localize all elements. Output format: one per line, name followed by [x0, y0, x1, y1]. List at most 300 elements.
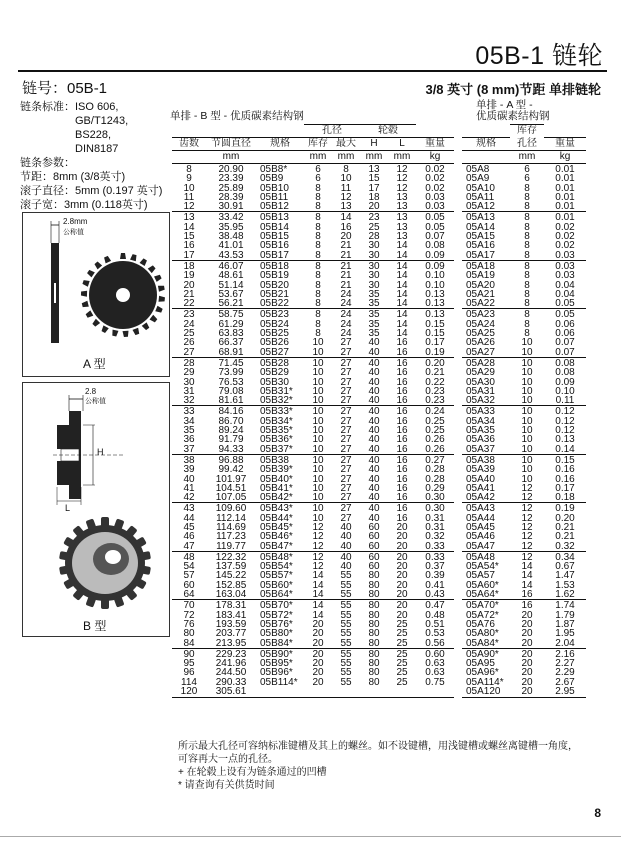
cell-a-bore: 20 [510, 687, 544, 698]
type-b-caption: 单排 - B 型 - 优质碳素结构钢 [170, 110, 304, 122]
cell-a-model: 05A30 [466, 376, 495, 388]
cell-hub-h: 80 [368, 570, 380, 582]
cell-a-weight: 1.74 [544, 600, 586, 611]
cell-weight: 0.19 [425, 346, 445, 358]
cell-pitch-dia: 51.14 [218, 279, 244, 291]
type-a-caption [476, 100, 550, 122]
cell-pitch-dia: 35.95 [218, 221, 244, 233]
cell-pitch-dia: 30.91 [218, 201, 244, 213]
cell-pitch-dia: 48.61 [218, 270, 244, 282]
unit-mm-3: mm [332, 151, 360, 164]
cell-hub-h: 80 [368, 676, 380, 688]
cell-hub-h: 30 [368, 279, 380, 291]
cell-max-bore: 8 [332, 164, 360, 175]
cell-pitch-dia: 41.01 [218, 240, 244, 252]
table-row [172, 639, 586, 649]
cell-a-model: 05A35 [466, 425, 495, 437]
cell-max-bore: 21 [340, 249, 352, 261]
cell-a-weight: 0.01 [555, 191, 575, 203]
cell-hub-h: 30 [368, 270, 380, 282]
cell-hub-h: 40 [360, 357, 388, 368]
cell-a-bore: 12 [521, 531, 533, 543]
cell-weight: 0.15 [425, 328, 445, 340]
std-label: 链条标准： [20, 101, 75, 113]
cell-a-model: 05A72* [466, 609, 499, 621]
cell-max-bore: 40 [332, 551, 360, 562]
column-gap [454, 454, 462, 465]
column-gap [454, 639, 462, 649]
cell-teeth: 84 [183, 637, 195, 649]
type-a-caption-1: 单排 - A 型 - [476, 99, 533, 111]
cell-teeth: 80 [183, 628, 195, 640]
cell-stock-bore: 12 [312, 561, 324, 573]
cell-a-model: 05A38 [462, 454, 510, 465]
unit-kg-1: kg [416, 151, 454, 164]
cell-teeth: 41 [183, 482, 195, 494]
cell-hub-l: 13 [396, 191, 408, 203]
cell-hub-h: 20 [368, 201, 380, 213]
cell-hub-l: 16 [388, 406, 416, 417]
chain-number: 链号：05B-1 [22, 80, 108, 97]
cell-max-bore: 20 [340, 231, 352, 243]
cell-model [256, 687, 304, 698]
cell-a-model: 05A17 [466, 249, 495, 261]
cell-a-weight: 0.21 [555, 531, 575, 543]
table-row [172, 590, 586, 600]
column-gap [454, 503, 462, 514]
cell-a-weight: 0.19 [544, 503, 586, 514]
cell-weight: 0.27 [416, 454, 454, 465]
cell-weight: 0.03 [425, 191, 445, 203]
cell-stock-bore: 8 [304, 260, 332, 271]
column-gap [454, 309, 462, 320]
cell-pitch-dia: 58.75 [206, 309, 256, 320]
type-b-l-label: L [65, 503, 71, 513]
cell-a-model: 05A10 [466, 182, 495, 194]
cell-teeth: 37 [183, 443, 195, 455]
page-subtitle: 3/8 英寸 (8 mm)节距 单排链轮 [425, 82, 601, 97]
table-row [172, 299, 586, 309]
roller-width: 滚子宽：3mm (0.118英寸) [20, 199, 148, 211]
cell-model: 05B18 [256, 260, 304, 271]
cell-a-model: 05A57 [466, 570, 495, 582]
cell-a-bore: 10 [521, 415, 533, 427]
cell-teeth: 32 [183, 395, 195, 407]
cell-max-bore: 55 [340, 628, 352, 640]
cell-model: 05B34* [260, 415, 293, 427]
cell-hub-l: 25 [396, 628, 408, 640]
cell-a-weight: 1.87 [555, 618, 575, 630]
column-gap [454, 223, 462, 232]
cell-model: 05B15 [260, 231, 289, 243]
page-title: 05B-1 链轮 [475, 42, 603, 70]
cell-stock-bore: 8 [315, 231, 321, 243]
column-gap [454, 368, 462, 377]
cell-max-bore: 27 [340, 464, 352, 476]
cell-model: 05B70* [256, 600, 304, 611]
cell-a-model: 05A39 [466, 464, 495, 476]
cell-hub-h: 40 [368, 512, 380, 524]
cell-pitch-dia: 122.32 [206, 551, 256, 562]
cell-a-bore: 10 [521, 337, 533, 349]
cell-teeth: 72 [183, 609, 195, 621]
cell-hub-l: 20 [396, 570, 408, 582]
cell-a-bore: 8 [524, 270, 530, 282]
column-gap [454, 523, 462, 532]
cell-hub-h: 60 [368, 531, 380, 543]
cell-model: 05B16 [260, 240, 289, 252]
table-row [172, 445, 586, 455]
cell-hub-l: 12 [388, 164, 416, 175]
cell-a-bore: 12 [510, 503, 544, 514]
cell-pitch-dia: 38.48 [218, 231, 244, 243]
cell-hub-l: 16 [388, 454, 416, 465]
column-gap [454, 514, 462, 523]
cell-hub-h: 40 [368, 482, 380, 494]
cell-stock-bore: 20 [312, 637, 324, 649]
column-gap [454, 475, 462, 484]
cell-max-bore: 55 [340, 667, 352, 679]
cell-max-bore: 40 [340, 540, 352, 552]
cell-a-model: 05A20 [466, 279, 495, 291]
cell-a-bore: 6 [524, 173, 530, 185]
cell-stock-bore: 10 [312, 443, 324, 455]
cell-pitch-dia: 89.24 [218, 425, 244, 437]
cell-hub-l: 13 [396, 201, 408, 213]
cell-max-bore: 27 [340, 385, 352, 397]
cell-stock-bore: 20 [312, 676, 324, 688]
cell-pitch-dia: 79.08 [218, 385, 244, 397]
cell-teeth: 36 [183, 434, 195, 446]
cell-a-bore: 10 [521, 425, 533, 437]
column-gap [454, 600, 462, 611]
cell-a-bore: 8 [524, 249, 530, 261]
cell-a-bore: 14 [521, 570, 533, 582]
cell-model: 05B38 [256, 454, 304, 465]
cell-hub-l: 25 [388, 648, 416, 659]
cell-hub-l: 20 [396, 561, 408, 573]
cell-hub-h: 40 [368, 464, 380, 476]
column-gap [454, 551, 462, 562]
cell-hub-h: 18 [368, 191, 380, 203]
cell-a-weight: 0.06 [555, 328, 575, 340]
cell-teeth: 10 [183, 182, 195, 194]
cell-a-bore: 8 [524, 298, 530, 310]
cell-hub-l: 16 [396, 415, 408, 427]
cell-model: 05B84* [260, 637, 293, 649]
cell-a-bore: 10 [521, 346, 533, 358]
cell-stock-bore: 8 [315, 270, 321, 282]
cell-a-model: 05A12 [466, 201, 495, 213]
cell-max-bore: 27 [340, 337, 352, 349]
cell-a-weight: 0.16 [555, 464, 575, 476]
cell-a-weight: 0.05 [544, 309, 586, 320]
cell-stock-bore: 6 [304, 164, 332, 175]
cell-model: 05B25 [260, 328, 289, 340]
column-gap [454, 212, 462, 223]
cell-pitch-dia: 99.42 [218, 464, 244, 476]
table-row [172, 542, 586, 552]
cell-stock-bore: 8 [315, 318, 321, 330]
cell-a-weight: 0.02 [555, 231, 575, 243]
cell-hub-l: 20 [396, 540, 408, 552]
cell-weight: 0.33 [416, 551, 454, 562]
cell-hub-h: 80 [368, 589, 380, 601]
cell-hub-l: 16 [388, 503, 416, 514]
cell-model: 05B54* [260, 561, 293, 573]
cell-hub-h: 35 [368, 288, 380, 300]
cell-hub-h: 60 [368, 561, 380, 573]
cell-a-weight: 0.03 [555, 270, 575, 282]
cell-hub-h: 40 [368, 473, 380, 485]
bore-header: 孔径 [304, 125, 360, 138]
cell-a-bore: 12 [510, 551, 544, 562]
cell-a-bore: 10 [521, 385, 533, 397]
cell-max-bore: 27 [340, 482, 352, 494]
cell-a-weight: 0.13 [555, 434, 575, 446]
cell-hub-l [388, 687, 416, 698]
cell-hub-h: 60 [368, 521, 380, 533]
cell-hub-l: 13 [396, 221, 408, 233]
cell-stock-bore: 10 [312, 395, 324, 407]
stock-header: 库存 [304, 138, 332, 151]
cell-pitch-dia: 68.91 [218, 346, 244, 358]
cell-a-model: 05A44 [466, 512, 495, 524]
cell-teeth: 46 [183, 531, 195, 543]
cell-max-bore: 27 [340, 395, 352, 407]
cell-teeth: 20 [183, 279, 195, 291]
cell-pitch-dia: 305.61 [206, 687, 256, 698]
cell-pitch-dia: 81.61 [218, 395, 244, 407]
cell-model: 05B19 [260, 270, 289, 282]
cell-max-bore: 55 [332, 648, 360, 659]
type-a-width-label: 2.8mm [63, 217, 88, 226]
cell-hub-l: 14 [396, 298, 408, 310]
cell-hub-h: 40 [360, 406, 388, 417]
cell-teeth: 34 [183, 415, 195, 427]
title-rule [18, 70, 607, 72]
cell-a-weight: 0.11 [555, 395, 575, 407]
cell-max-bore: 27 [332, 357, 360, 368]
cell-model: 05B45* [260, 521, 293, 533]
cell-pitch-dia: 229.23 [206, 648, 256, 659]
cell-max-bore: 55 [340, 618, 352, 630]
cell-a-bore: 10 [521, 443, 533, 455]
cell-teeth: 18 [172, 260, 206, 271]
cell-stock-bore: 6 [315, 173, 321, 185]
column-gap [454, 338, 462, 347]
cell-a-model: 05A32 [466, 395, 495, 407]
cell-weight: 0.31 [425, 512, 445, 524]
cell-pitch-dia: 244.50 [215, 667, 247, 679]
cell-model: 05B40* [260, 473, 293, 485]
cell-pitch-dia: 112.14 [216, 512, 246, 524]
cell-model: 05B90* [256, 648, 304, 659]
cell-stock-bore: 8 [315, 249, 321, 261]
cell-hub-l: 20 [388, 551, 416, 562]
cell-a-bore: 8 [524, 221, 530, 233]
cell-a-bore: 14 [521, 579, 533, 591]
column-gap [454, 241, 462, 250]
table-row [172, 348, 586, 358]
cell-a-model: 05A26 [466, 337, 495, 349]
cell-weight [416, 687, 454, 698]
cell-teeth: 43 [172, 503, 206, 514]
cell-a-model: 05A31 [466, 385, 495, 397]
cell-hub-l: 16 [396, 473, 408, 485]
cell-stock-bore: 8 [315, 298, 321, 310]
cell-weight: 0.10 [425, 279, 445, 291]
type-a-caption-2: 优质碳素结构钢 [476, 110, 550, 122]
cell-teeth: 15 [183, 231, 195, 243]
cell-hub-h: 30 [360, 260, 388, 271]
cell-hub-h: 80 [360, 600, 388, 611]
cell-max-bore: 10 [340, 173, 352, 185]
cell-model: 05B96* [260, 667, 293, 679]
cell-a-bore: 20 [521, 628, 533, 640]
cell-a-weight: 0.01 [555, 201, 575, 213]
cell-a-weight: 2.29 [555, 667, 575, 679]
cell-stock-bore: 20 [312, 658, 324, 670]
cell-model: 05B9 [260, 173, 284, 185]
cell-hub-l: 16 [396, 443, 408, 455]
cell-a-model: 05A37 [466, 443, 495, 455]
cell-teeth: 9 [186, 173, 192, 185]
cell-max-bore: 55 [340, 637, 352, 649]
cell-a-weight: 2.27 [555, 658, 575, 670]
cell-max-bore: 24 [332, 309, 360, 320]
cell-hub-h: 80 [368, 667, 380, 679]
column-gap [454, 562, 462, 571]
cell-hub-h: 40 [368, 385, 380, 397]
column-gap [454, 417, 462, 426]
cell-a-weight: 0.14 [555, 443, 575, 455]
unit-mm-6: mm [510, 151, 544, 164]
cell-stock-bore: 12 [312, 531, 324, 543]
cell-a-bore: 20 [510, 648, 544, 659]
cell-a-weight: 0.02 [555, 221, 575, 233]
cell-hub-h: 80 [368, 618, 380, 630]
cell-weight: 0.26 [425, 443, 445, 455]
cell-stock-bore: 8 [304, 212, 332, 223]
cell-max-bore: 24 [340, 288, 352, 300]
cell-a-weight: 0.07 [555, 337, 575, 349]
cell-hub-h: 13 [360, 164, 388, 175]
cell-pitch-dia: 119.77 [216, 540, 246, 552]
cell-weight: 0.09 [416, 260, 454, 271]
cell-a-bore: 16 [521, 589, 533, 601]
cell-pitch-dia: 163.04 [215, 589, 247, 601]
cell-model: 05B42* [260, 492, 293, 504]
cell-pitch-dia: 84.16 [206, 406, 256, 417]
cell-a-weight: 1.95 [555, 628, 575, 640]
cell-teeth: 25 [183, 328, 195, 340]
cell-stock-bore: 8 [315, 201, 321, 213]
cell-a-bore: 8 [524, 191, 530, 203]
cell-pitch-dia: 28.39 [218, 191, 244, 203]
cell-hub-h: 40 [368, 367, 380, 379]
cell-hub-h: 40 [368, 492, 380, 504]
cell-a-bore: 8 [510, 212, 544, 223]
cell-hub-h: 80 [360, 648, 388, 659]
type-b-label: B 型 [83, 619, 107, 633]
cell-pitch-dia: 241.96 [215, 658, 247, 670]
cell-a-bore: 6 [510, 164, 544, 175]
cell-teeth: 39 [183, 464, 195, 476]
cell-stock-bore: 10 [312, 367, 324, 379]
cell-a-weight: 1.62 [555, 589, 575, 601]
cell-weight: 0.20 [416, 357, 454, 368]
cell-weight: 0.41 [425, 579, 445, 591]
cell-hub-l: 20 [396, 589, 408, 601]
cell-hub-l: 25 [396, 667, 408, 679]
cell-max-bore: 40 [340, 561, 352, 573]
cell-hub-h: 80 [368, 637, 380, 649]
cell-a-model: 05A54* [466, 561, 499, 573]
a-weight-header: 重量 [544, 138, 586, 151]
std-value-2: BS228, [75, 129, 112, 141]
cell-a-bore: 12 [521, 492, 533, 504]
cell-max-bore: 12 [340, 191, 352, 203]
cell-max-bore: 24 [340, 328, 352, 340]
cell-max-bore: 55 [340, 676, 352, 688]
type-b-h-label: H [97, 447, 104, 457]
cell-hub-h: 40 [368, 337, 380, 349]
column-gap [454, 406, 462, 417]
cell-hub-h: 17 [368, 182, 380, 194]
pitch-value: 节距：8mm (3/8英寸) [20, 171, 126, 183]
cell-max-bore: 55 [340, 570, 352, 582]
cell-hub-h: 40 [368, 376, 380, 388]
cell-a-model: 05A45 [466, 521, 495, 533]
std-value-3: DIN8187 [75, 143, 119, 155]
cell-a-weight: 2.95 [544, 687, 586, 698]
cell-stock-bore: 14 [312, 570, 324, 582]
cell-hub-l: 13 [388, 212, 416, 223]
cell-a-model: 05A40 [466, 473, 495, 485]
column-gap [454, 202, 462, 212]
cell-weight: 0.10 [425, 270, 445, 282]
cell-max-bore: 27 [340, 443, 352, 455]
weight-header: 重量 [416, 138, 454, 151]
cell-weight: 0.37 [425, 561, 445, 573]
cell-weight: 0.28 [425, 464, 445, 476]
cell-teeth: 22 [183, 298, 195, 310]
unit-mm-2: mm [304, 151, 332, 164]
cell-pitch-dia: 178.31 [206, 600, 256, 611]
cell-pitch-dia: 53.67 [218, 288, 244, 300]
cell-weight: 0.21 [425, 367, 445, 379]
cell-a-bore: 16 [510, 600, 544, 611]
cell-a-model: 05A70* [462, 600, 510, 611]
cell-hub-l: 16 [396, 376, 408, 388]
cell-teeth: 24 [183, 318, 195, 330]
cell-hub-l: 12 [396, 173, 408, 185]
cell-max-bore: 27 [340, 512, 352, 524]
cell-weight: 0.25 [425, 415, 445, 427]
cell-a-bore: 10 [521, 395, 533, 407]
column-gap [454, 445, 462, 455]
cell-pitch-dia: 145.22 [215, 570, 247, 582]
cell-weight: 0.05 [425, 221, 445, 233]
cell-a-model: 05A80* [466, 628, 499, 640]
type-a-width-sub: 公称值 [63, 229, 84, 236]
cell-teeth: 17 [183, 249, 195, 261]
unit-mm-5: mm [388, 151, 416, 164]
h-header: H [360, 138, 388, 151]
cell-teeth: 57 [183, 570, 195, 582]
cell-weight: 0.32 [425, 531, 445, 543]
